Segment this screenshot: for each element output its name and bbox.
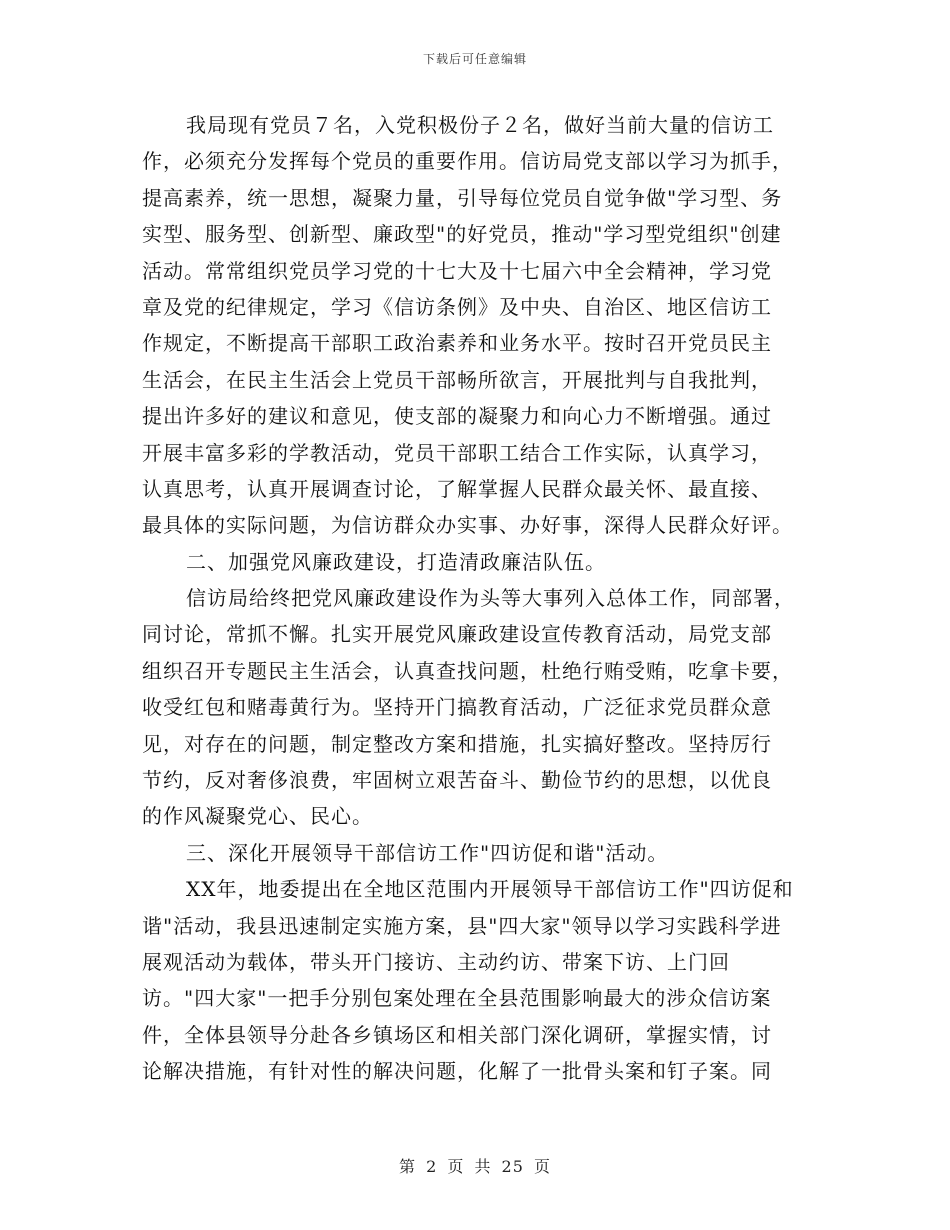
text-line: 实型、服务型、创新型、廉政型"的好党员，推动"学习型党组织"创建: [142, 222, 782, 247]
text-line: 活动。常常组织党员学习党的十七大及十七届六中全会精神，学习党: [142, 258, 772, 283]
text-line: 论解决措施，有针对性的解决问题，化解了一批骨头案和钉子案。同: [142, 1059, 772, 1084]
text-line: 作规定，不断提高干部职工政治素养和业务水平。按时召开党员民主: [142, 331, 772, 356]
text-line: XX年，地委提出在全地区范围内开展领导干部信访工作"四访促和: [186, 877, 794, 902]
text-line: 谐"活动，我县迅速制定实施方案，县"四大家"领导以学习实践科学进: [142, 913, 782, 938]
text-line: 生活会，在民主生活会上党员干部畅所欲言，开展批判与自我批判，: [142, 367, 772, 392]
text-line: 信访局给终把党风廉政建设作为头等大事列入总体工作，同部署，: [186, 586, 795, 611]
text-line: 认真思考，认真开展调查讨论，了解掌握人民群众最关怀、最直接、: [142, 476, 772, 501]
text-line: 提出许多好的建议和意见，使支部的凝聚力和向心力不断增强。通过: [142, 404, 772, 429]
text-line: 组织召开专题民主生活会，认真查找问题，杜绝行贿受贿，吃拿卡要，: [142, 658, 793, 683]
text-line: 见，对存在的问题，制定整改方案和措施，扎实搞好整改。坚持厉行: [142, 731, 772, 756]
document-body: [142, 107, 812, 1090]
page-header: 下载后可任意编辑: [422, 52, 527, 66]
text-line: 开展丰富多彩的学教活动，党员干部职工结合工作实际，认真学习，: [142, 440, 772, 465]
text-line: 收受红包和赌毒黄行为。坚持开门搞教育活动，广泛征求党员群众意: [142, 695, 772, 720]
text-line: 最具体的实际问题，为信访群众办实事、办好事，深得人民群众好评。: [142, 513, 793, 538]
text-line: 展观活动为载体，带头开门接访、主动约访、带案下访、上门回: [142, 949, 730, 974]
section-heading: 二、加强党风廉政建设，打造清政廉洁队伍。: [186, 549, 606, 574]
text-line: 章及党的纪律规定，学习《信访条例》及中央、自治区、地区信访工: [142, 294, 772, 319]
text-line: 提高素养，统一思想，凝聚力量，引导每位党员自觉争做"学习型、务: [142, 185, 783, 210]
text-line: 我局现有党员７名，入党积极份子２名，做好当前大量的信访工: [186, 113, 774, 137]
page-number: 第 2 页 共 25 页: [399, 1157, 551, 1176]
text-line: 同讨论，常抓不懈。扎实开展党风廉政建设宣传教育活动，局党支部: [142, 622, 772, 647]
text-line: 的作风凝聚党心、民心。: [142, 804, 373, 829]
section-heading: 三、深化开展领导干部信访工作"四访促和谐"活动。: [186, 840, 669, 865]
text-line: 件，全体县领导分赴各乡镇场区和相关部门深化调研，掌握实情，讨: [142, 1022, 772, 1047]
text-line: 作，必须充分发挥每个党员的重要作用。信访局党支部以学习为抓手，: [142, 149, 793, 174]
text-line: 节约，反对奢侈浪费，牢固树立艰苦奋斗、勤俭节约的思想，以优良: [142, 768, 772, 793]
text-line: 访。"四大家"一把手分别包案处理在全县范围影响最大的涉众信访案: [142, 986, 772, 1011]
